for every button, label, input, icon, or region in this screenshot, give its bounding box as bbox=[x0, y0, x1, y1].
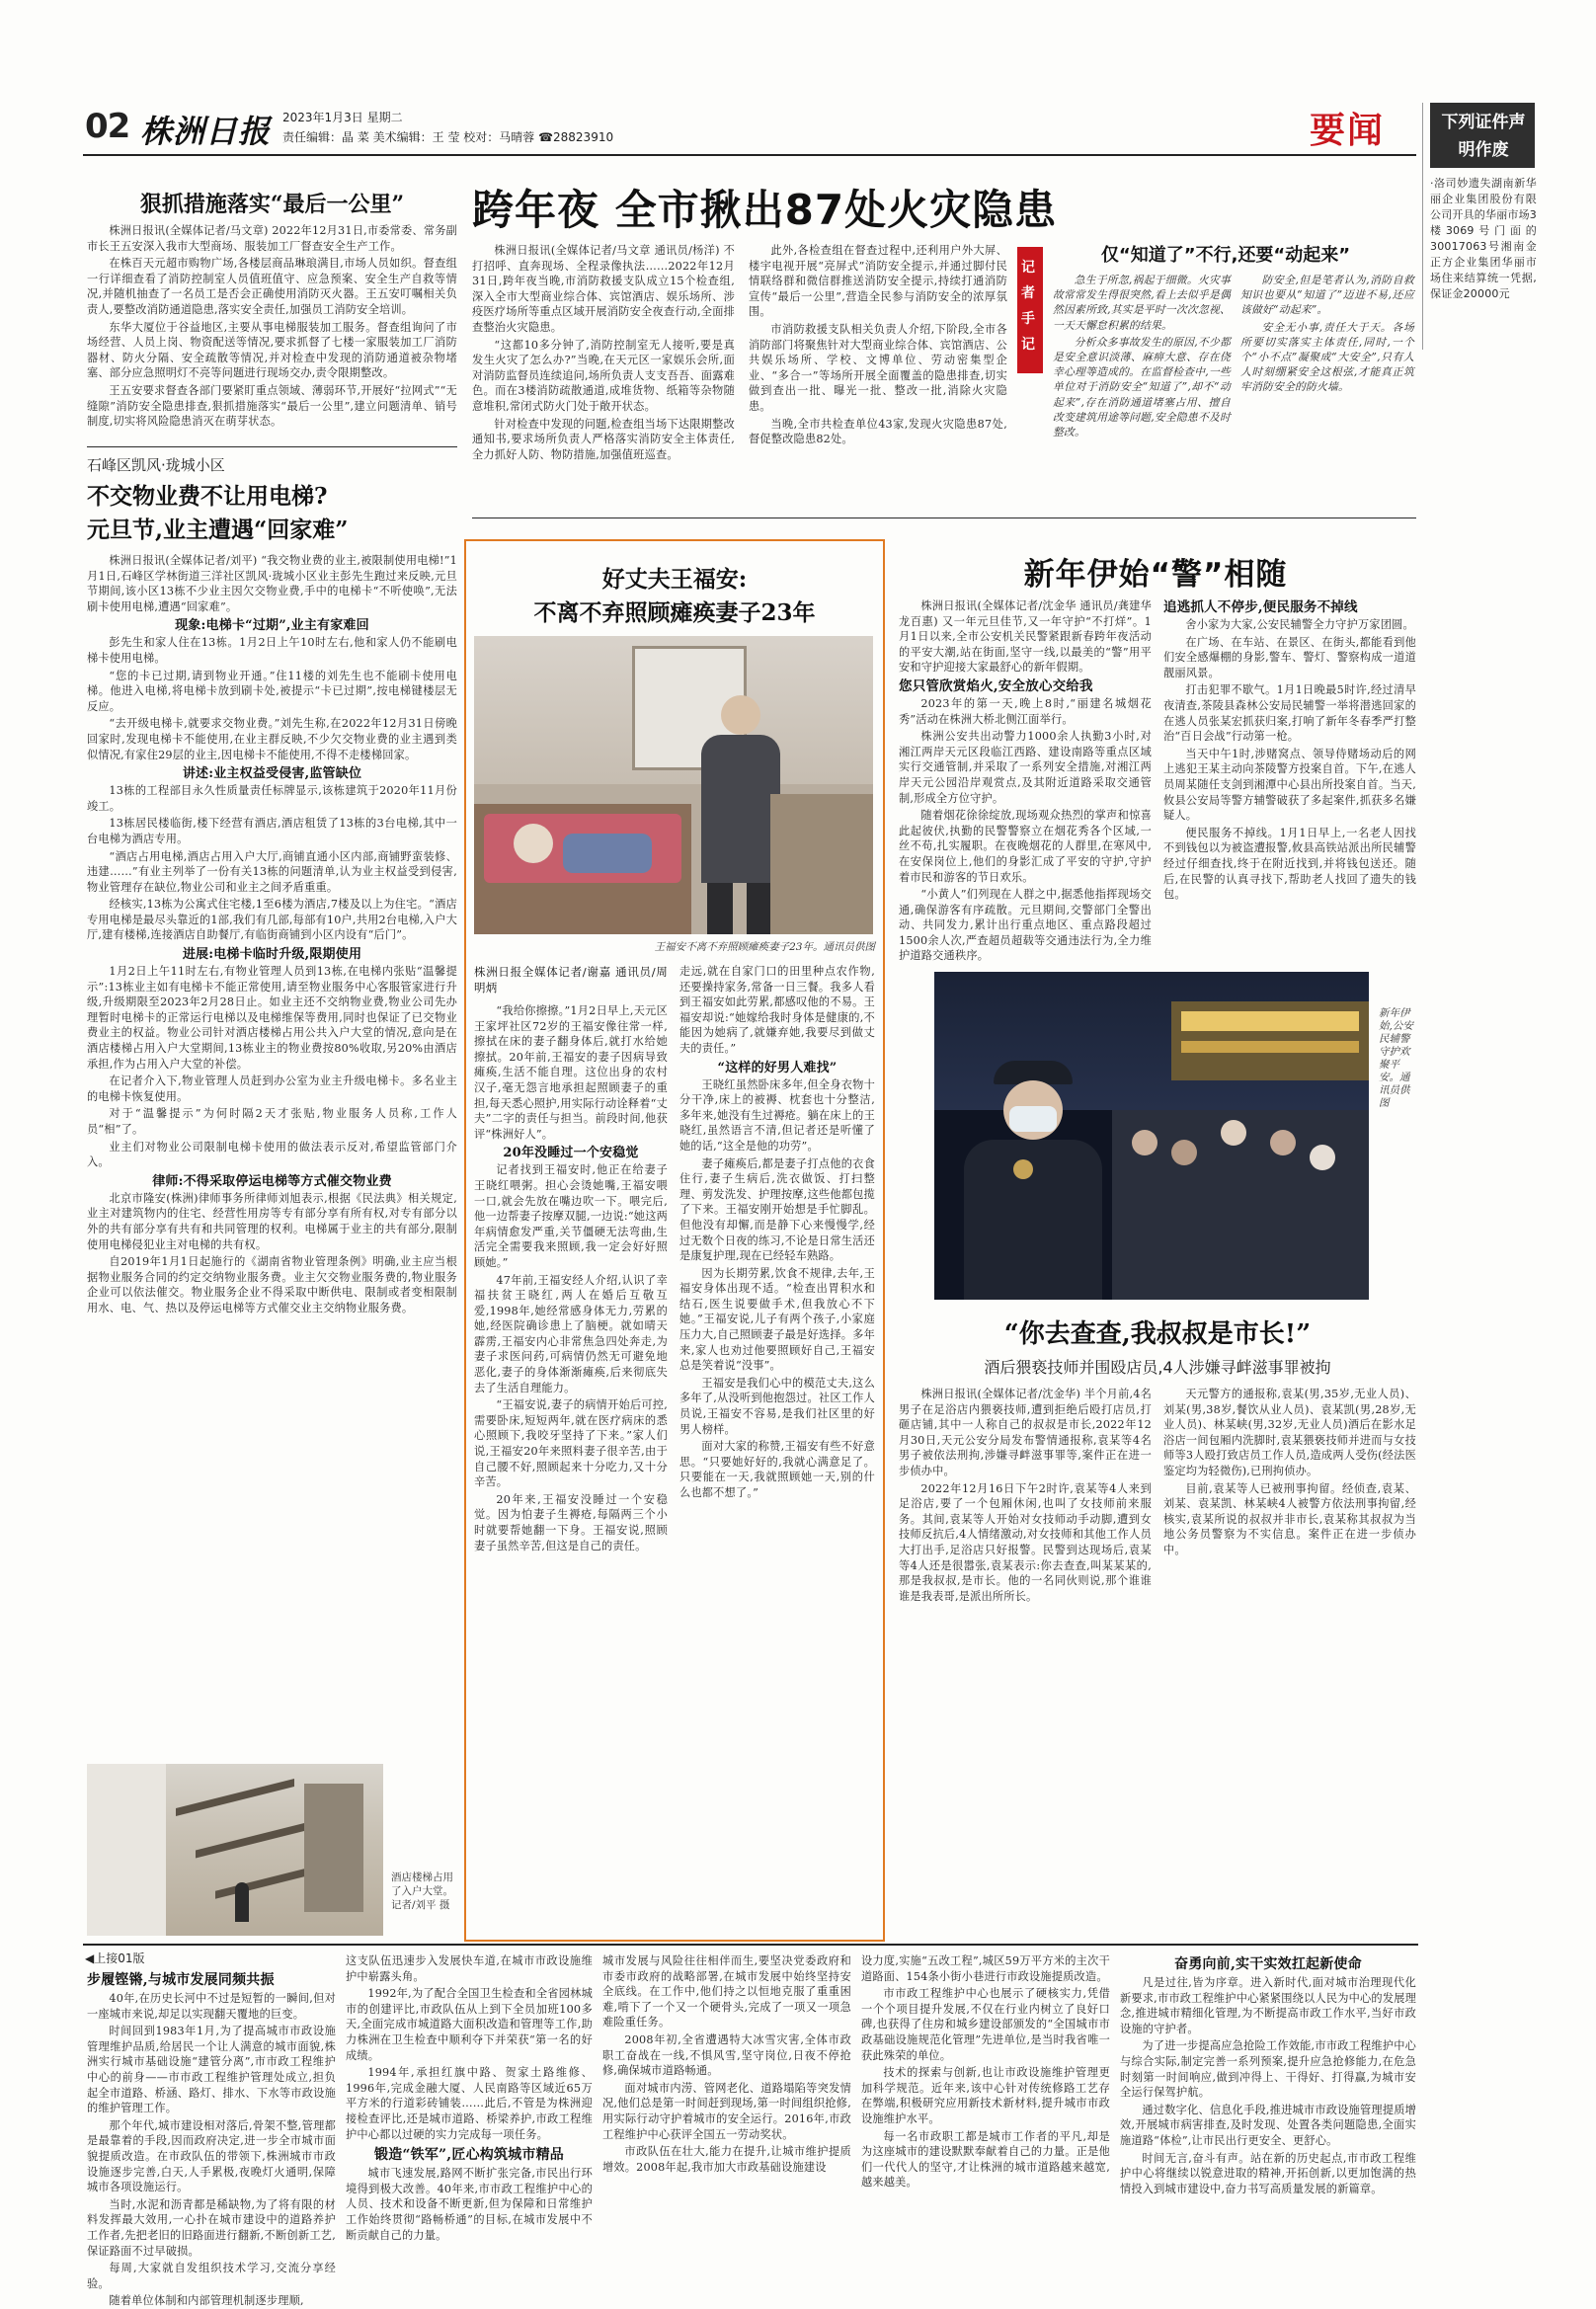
header-rule bbox=[83, 154, 1416, 156]
bottom-paragraph: 技术的探索与创新,也让市政设施维护管理更加科学规范。近年来,该中心针对传统修路工艺存在弊端,积极研究应用新技术新材料,提升城市市政设施维护水平。 bbox=[861, 2066, 1110, 2125]
bottom-paragraph: 当时,水泥和沥青都是稀缺物,为了将有限的材料发挥最大效用,一心扑在城市建设中的道路养护工作者,先把老旧的旧路面进行翻新,不断创新工艺,保证路面不过早破损。 bbox=[87, 2197, 336, 2258]
bottom-paragraph: 通过数字化、信息化手段,推进城市市政设施管理提质增效,开展城市病害排查,及时发现、处置各类问题隐患,全面实施道路“体检”,让市民出行更安全、更舒心。 bbox=[1120, 2103, 1416, 2147]
headline-paragraph: 此外,各检查组在督查过程中,还利用户外大屏、楼宇电视开展“亮屏式”消防安全提示,并通过脚付民情联络群和微信群推送消防安全提示,持续打通消防宣传“最后一公里”,营造全民参与消防安全的浓厚氛围。 bbox=[749, 244, 1007, 319]
property-paragraph: 自2019年1月1日起施行的《湖南省物业管理条例》明确,业主应当根据物业服务合同的约定交纳物业服务费。业主欠交物业服务费的,物业服务企业可以依法催交。物业服务企业不得采取中断供电、限制或者变相限制用水、电、气、热以及停运电梯等方式催交业主交纳物业服务费。 bbox=[87, 1255, 457, 1314]
property-paragraph: 1月2日上午11时左右,有物业管理人员到13栋,在电梯内张贴“温馨提示”:13栋业主如有电梯卡不能正常使用,请至物业服务中心客服管家进行升级,升级期限至2023年2月28日止。如业主还不交纳物业费,物业公司先办理暂时电梯卡的正常运行电梯以及电梯维保等费用,同时也保证了已交物业费业主的权益。物业公司针对酒店楼梯占用公共入户大堂的情况,意向是在酒店楼梯占用入户大堂期间,13栋业主的物业费按80%收取,另20%由酒店承担,作为占用入户大堂的补偿。 bbox=[87, 965, 457, 1071]
bottom-paragraph: 为了进一步提高应急抢险工作效能,市市政工程维护中心与综合实际,制定完善一系列预案,提升应急抢修能力,在危急时刻第一时间响应,做到冲得上、干得好、打得赢,为城市安全运行保驾护航。 bbox=[1120, 2039, 1416, 2100]
wang-paragraph: 王福安是我们心中的模范丈夫,这么多年了,从没听到他抱怨过。社区工作人员说,王福安不容易,是我们社区里的好男人榜样。 bbox=[679, 1376, 875, 1436]
bottom-paragraph: 市市政工程维护中心也展示了硬核实力,凭借一个个项目提升发展,不仅在行业内树立了良好口碑,也获得了住房和城乡建设部颁发的“全国城市市政基础设施规范化管理”先进单位,是当时我省唯一获此殊荣的单位。 bbox=[861, 1987, 1110, 2062]
article1-title: 狠抓措施落实“最后一公里” bbox=[139, 192, 405, 217]
headline-paragraph: 株洲日报讯(全媒体记者/马文章 通讯员/杨洋) 不打招呼、直奔现场、全程录像执法……2022年12月31日,跨年夜当晚,市消防救援支队成立15个检查组,深入全市大型商业综合体、宾馆酒店、娱乐场所、涉疫医疗场所等重点区域开展消防安全夜查行动,全面排查整治火灾隐患。 bbox=[472, 244, 735, 334]
police-paragraph: 舍小家为大家,公安民辅警全力守护万家团圆。 bbox=[1185, 618, 1414, 631]
police-subhead: 您只管欣赏焰火,安全放心交给我 bbox=[899, 677, 1093, 694]
police-paragraph: 株洲公安共出动警力1000余人执勤3小时,对湘江两岸天元区段临江西路、建设南路等重点区域实行交通管制,并采取了一系列安全措施,对湘江两岸天元公园沿岸观赏点,及其附近道路采取交通管制,形成全方位守护。 bbox=[899, 730, 1152, 805]
property-paragraph: 彭先生和家人住在13栋。1月2日上午10时左右,他和家人仍不能刷电梯卡使用电梯。 bbox=[87, 636, 457, 665]
impostor-paragraph: 2022年12月16日下午2时许,袁某等4人来到足浴店,要了一个包厢休闲,也叫了女技师前来服务。其间,袁某等人开始对女技师动手动脚,遭到女技师反抗后,4人情绪激动,对女技师和其他工作人员大打出手,足浴店只好报警。民警到达现场后,袁某等4人还是很嚣张,袁某表示:你去查查,叫某某某的,那是我叔叔,是市长。他的一名同伙则说,那个谁谁谁是我表哥,是派出所所长。 bbox=[899, 1481, 1152, 1603]
wang-subhead: 20年没睡过一个安稳觉 bbox=[503, 1146, 639, 1161]
article1-paragraph: 王五安要求督查各部门要紧盯重点领域、薄弱环节,开展好“拉网式”“无缝隙”消防安全隐患排查,狠抓措施落实“最后一公里”,建立问题清单、销号制度,切实将风险隐患消灭在萌芽状态。 bbox=[87, 383, 457, 429]
headline-paragraph: “这都10多分钟了,消防控制室无人接听,要是真发生火灾了怎么办?”当晚,在天元区一家娱乐会所,面对消防监督员连续追问,场所负责人支支吾吾、面露难色。而在3楼消防疏散通道,成堆货物、纸箱等杂物随意堆积,常闭式防火门处于敞开状态。 bbox=[472, 338, 735, 413]
police-body-col2 bbox=[1163, 598, 1416, 966]
bottom-paragraph: 1994年,承担红旗中路、贺家土路维修、1996年,完成金融大厦、人民南路等区域近65万平方米的行道彩砖铺装……此后,不管是为株洲迎接检查评比,还是城市道路、桥梁养护,市政工程维护中心都以过硬的实力完成每一项任务。 bbox=[346, 2066, 593, 2141]
property-subhead: 现象:电梯卡“过期”,业主有家难回 bbox=[175, 618, 369, 634]
bottom-paragraph: 那个年代,城市建设相对落后,骨架不整,管理都是最靠着的手段,因而政府决定,进一步全市城市面貌提质改造。在市政队伍的带领下,株洲城市市政设施逐步完善,白天,人手累极,夜晚灯火通明,保障城市各项设施运行。 bbox=[87, 2118, 336, 2194]
wang-photo-caption: 王福安不离不弃照顾瘫痪妻子23年。通讯员供图 bbox=[654, 941, 875, 953]
wang-paragraph: “我给你擦擦。”1月2日早上,天元区王家坪社区72岁的王福安像往常一样,擦拭在床的妻子翻身体后,就打水给她擦拭。20年前,王福安的妻子因病导致瘫痪,生活不能自理。这位出身的农村汉子,毫无怨言地承担起照顾妻子的重担,每天悉心照护,用实际行动诠释着“丈夫”二字的责任与担当。前段时间,他获评“株洲好人”。 bbox=[474, 1004, 668, 1141]
police-paragraph: “小黄人”们列现在人群之中,据悉他指挥现场交通,确保游客有序疏散。元旦期间,交警部门全警出动、共同发力,累计出行重点地区、重点路段超过1500余人次,严查超员超载等交通违法行为,全力维护道路交通秩序。 bbox=[899, 888, 1152, 963]
property-paragraph: 13栋的工程部目永久性质量责任标牌显示,该栋建筑于2020年11月份竣工。 bbox=[87, 784, 457, 813]
bottom-paragraph: 凡是过往,皆为序章。进入新时代,面对城市治理现代化新要求,市市政工程维护中心紧紧围绕以人民为中心的发展理念,推进城市精细化管理,为不断提高市政工作水平,当好市政设施的守护者。 bbox=[1120, 1976, 1416, 2035]
bottom-subhead-right: 奋勇向前,实干实效扛起新使命 bbox=[1174, 1956, 1362, 1972]
property-title2: 元旦节,业主遭遇“回家难” bbox=[87, 517, 349, 543]
police-paragraph: 便民服务不掉线。1月1日早上,一名老人因找不到钱包以为被盗遭报警,攸县高铁站派出所民辅警经过仔细查找,终于在附近找到,并将钱包送还。随后,在民警的认真寻找下,帮助老人找回了遗失的钱包。 bbox=[1163, 826, 1416, 902]
notice-box-title: 下列证件声明作废 bbox=[1441, 113, 1526, 160]
article1-paragraph: 东华大厦位于谷益地区,主要从事电梯服装加工服务。督查组询问了市场经营、人员上岗、物资配送等情况,要求抓督了七楼一家服装加工厂消防器材、防火分隔、安全疏散等情况,并对检查中发现的消防通道被杂物堵塞、部分应急照明灯不亮等问题进行现场交办,责令限期整改。 bbox=[87, 320, 457, 380]
police-photo bbox=[934, 972, 1369, 1300]
impostor-body-col2 bbox=[1163, 1387, 1416, 1936]
wang-body-col2 bbox=[679, 964, 875, 1932]
police-paragraph: 打击犯罪不歇气。1月1日晚最5时许,经过清早夜清查,茶陵县森林公安局民辅警一举将潜逃回家的在逃人员张某宏抓获归案,打响了新年冬春季严打整治“百日会战”行动第一枪。 bbox=[1163, 683, 1416, 744]
wang-paragraph: 记者找到王福安时,他正在给妻子王晓红喂粥。担心会烫她嘴,王福安喂一口,就会先放在嘴边吹一下。喂完后,他一边帮妻子按摩双腿,一边说:“她这两年病情愈发严重,关节僵硬无法弯曲,生活完全需要我来照顾,我一定会好好照顾她。” bbox=[474, 1163, 668, 1269]
property-paragraph: 北京市隆安(株洲)律师事务所律师刘旭表示,根据《民法典》相关规定,业主对建筑物内的住宅、经营性用房等专有部分享有所有权,对专有部分以外的共有部分享有共有和共同管理的权利。电梯属于业主的共有部分,限制使用电梯侵犯业主对电梯的共有权。 bbox=[87, 1191, 457, 1251]
article1-paragraph: 株洲日报讯(全媒体记者/马文章) 2022年12月31日,市委常委、常务副市长王五安深入我市大型商场、服装加工厂督查安全生产工作。 bbox=[87, 224, 457, 253]
editorial-paragraph: 急生于所忽,祸起于细微。火灾事故常常发生得很突然,看上去似乎是偶然因素所致,其实是平时一次次忽视、一天天懈怠积累的结果。 bbox=[1053, 274, 1231, 332]
police-paragraph: 株洲日报讯(全媒体记者/沈金华 通讯员/龚建华 龙百惠) 又一年元旦佳节,又一年守护“不打烊”。1月1日以来,全市公安机关民警紧跟新春跨年夜活动的平安大潮,站在街面,坚守一线,以最美的“警”用平安和守护迎接大家最舒心的新年假期。 bbox=[899, 599, 1152, 675]
impostor-paragraph: 天元警方的通报称,袁某(男,35岁,无业人员)、刘某(男,38岁,餐饮从业人员)、袁某凯(男,28岁,无业人员)、林某峡(男,32岁,无业人员)酒后在影水足浴店一间包厢内洗脚时,袁某猥亵技师并进而与女技师等3人殴打致店员工作人员,造成两人受伤(经法医鉴定均为轻微伤),已刑拘侦办。 bbox=[1163, 1388, 1416, 1477]
wang-paragraph: 面对大家的称赞,王福安有些不好意思。“只要她好好的,我就心满意足了。只要能在一天,我就照顾她一天,别的什么也都不想了。” bbox=[679, 1440, 875, 1499]
page-number: 02 bbox=[85, 107, 130, 146]
editorial-paragraph: 防安全,但是笔者认为,消防自救知识也要从“知道了”迈进不易,还应该做好“动起来”。 bbox=[1240, 274, 1414, 317]
editorial-paragraph: 分析众多事故发生的原因,不少都是安全意识淡薄、麻痹大意、存在侥幸心理等造成的。在监督检查中,一些单位对于消防安全“知道了”,却不“动起来”,存在消防通道堵塞占用、擅自改变建筑用途等问题,安全隐患不及时整改。 bbox=[1053, 335, 1231, 439]
bottom-paragraph: 每一名市政职工都是城市工作者的平凡,却是为这座城市的建设默默奉献着自己的力量。正是他们一代代人的坚守,才让株洲的城市道路越来越宽,越来越美。 bbox=[861, 2129, 1110, 2190]
property-body bbox=[87, 553, 457, 1758]
police-paragraph: 在广场、在车站、在景区、在街头,都能看到他们安全感爆棚的身影,警车、警灯、警察构成一道道靓丽风景。 bbox=[1163, 635, 1416, 679]
police-paragraph: 当天中午1时,涉赌窝点、领导侍赌场动后的网上逃犯王某主动向茶陵警方投案自首。下午,在逃人员周某随任支剑到湘潭中心县出所投案自首。当天,攸县公安局等警方辅警破获了多起案件,抓获多名嫌疑人。 bbox=[1163, 747, 1416, 823]
property-paragraph: 对于“温馨提示”为何时隔2天才张贴,物业服务人员称,工作人员“相”了。 bbox=[87, 1107, 457, 1136]
property-kicker: 石峰区凯风·珑城小区 bbox=[87, 456, 225, 474]
bottom-subhead-mid: 锻造“铁军”,匠心构筑城市精品 bbox=[374, 2147, 564, 2164]
bottom-col2 bbox=[346, 1953, 593, 2242]
wang-body-col1 bbox=[474, 964, 668, 1932]
jump-label: ◀上接01版 bbox=[85, 1951, 145, 1965]
stairwell-photo-caption: 酒店楼梯占用了入户大堂。记者/刘平 摄 bbox=[391, 1871, 453, 1911]
bottom-paragraph: 设力度,实施“五改工程”,城区59万平方米的主次干道路面、154条小街小巷进行市政设施提质改造。 bbox=[861, 1954, 1110, 1983]
wang-paragraph: 妻子瘫痪后,都是妻子打点他的衣食住行,妻子生病后,洗衣做饭、打扫整理、剪发洗发、护理按摩,这些他都包揽了下来。王福安刚开始想是手忙脚乱。但他没有却懈,而是静下心来慢慢学,经过无数个日夜的练习,不论是日常生活还是康复护理,现在已经轻车熟路。 bbox=[679, 1156, 875, 1263]
bottom-section-rule bbox=[83, 1944, 1418, 1946]
bottom-paragraph: 时间无言,奋斗有声。站在新的历史起点,市市政工程维护中心将继续以锐意进取的精神,开拓创新,以更加饱满的热情投入到城市建设中,奋力书写高质量发展的新篇章。 bbox=[1120, 2151, 1416, 2195]
editorial-body-col1 bbox=[1053, 273, 1231, 502]
section-title: 要闻 bbox=[1310, 111, 1386, 151]
bottom-paragraph: 城市飞速发展,路网不断扩张完备,市民出行环境得到极大改善。40年来,市市政工程维护中心的人员、技术和设备不断更新,但为保障和日常维护工作始终贯彻“路畅桥通”的目标,在城市发展中不断贡献自己的力量。 bbox=[346, 2167, 593, 2242]
divider bbox=[87, 446, 457, 447]
headline-body-col1 bbox=[472, 243, 735, 508]
editorial-label: 记者手记 bbox=[1021, 260, 1035, 353]
wang-title-line1: 好丈夫王福安: bbox=[601, 566, 748, 593]
bottom-col1 bbox=[87, 1969, 336, 2308]
property-paragraph: 经核实,13栋为公寓式住宅楼,1至6楼为酒店,7楼及以上为住宅。“酒店专用电梯是最尽头靠近的1部,我们有几部,每部有10户,共用2台电梯,入户大厅,建有楼梯,连接酒店自助餐厅,有临街商铺到小区内设有“后门”。 bbox=[87, 898, 457, 942]
property-paragraph: “去开级电梯卡,就要求交物业费。”刘先生称,在2022年12月31日傍晚回家时,发现电梯卡不能使用,在业主群反映,不少欠交物业费的业主遇到类似情况,有家住29层的业主,因电梯卡不能使用,不得不走楼梯回家。 bbox=[87, 717, 457, 761]
editorial-paragraph: 安全无小事,责任大于天。各场所要切实落实主体责任,同时,一个个“小不点”凝聚成“大安全”,只有人人时刻绷紧安全这根弦,才能真正筑牢消防安全的防火墙。 bbox=[1240, 320, 1414, 394]
stairwell-photo bbox=[87, 1764, 383, 1936]
bottom-col5 bbox=[1120, 1953, 1416, 2195]
headline-paragraph: 针对检查中发现的问题,检查组当场下达限期整改通知书,要求场所负责人严格落实消防安全主体责任,全力抓好人防、物防措施,加强值班巡查。 bbox=[472, 417, 735, 461]
bottom-paragraph: 市政队伍在壮大,能力在提升,让城市维护提质增效。2008年起,我市加大市政基础设施建设 bbox=[602, 2145, 851, 2174]
wang-paragraph: 王晓红虽然卧床多年,但全身衣物十分干净,床上的被褥、枕套也十分整洁,多年来,她没有生过褥疮。躺在床上的王晓红,虽然语言不清,但记者还是听懂了她的话,“这全是他的功劳”。 bbox=[679, 1077, 875, 1153]
editor-credits: 责任编辑：晶 菜 美术编辑：王 莹 校对：马晴蓉 ☎28823910 bbox=[282, 130, 614, 144]
main-headline: 跨年夜 全市揪出87处火灾隐患 bbox=[472, 186, 1058, 234]
notice-text: ·洛司妙遗失湖南新华丽企业集团股份有限公司开具的华丽市场3楼3069号门面的30017063号湘南金正方企业集团华丽市场住来结算统一凭据,保证金20000元 bbox=[1430, 177, 1537, 300]
issue-date: 2023年1月3日 星期二 bbox=[282, 111, 403, 124]
bottom-paragraph: 这支队伍迅速步入发展快车道,在城市市政设施维护中崭露头角。 bbox=[346, 1954, 593, 1983]
bottom-paragraph: 1992年,为了配合全国卫生检查和全省园林城市的创建评比,市政队伍从上到下全员加班100多天,全面完成市城道路大面积改造和管理等工作,助力株洲在卫生检查中顺利夺下并荣获“第一名的好成绩。 bbox=[346, 1987, 593, 2062]
property-subhead: 进展:电梯卡临时升级,限期使用 bbox=[182, 947, 362, 963]
wang-subhead: “这样的好男人难找” bbox=[717, 1060, 838, 1075]
headline-paragraph: 市消防救援支队相关负责人介绍,下阶段,全市各消防部门将聚焦针对大型商业综合体、宾馆酒店、公共娱乐场所、学校、文博单位、劳动密集型企业、“多合一”等场所开展全面覆盖的隐患排查,切实做到查出一批、曝光一批、整改一批,消除火灾隐患。 bbox=[749, 322, 1007, 413]
property-intro: 株洲日报讯(全媒体记者/刘平) “我交物业费的业主,被限制使用电梯!”1月1日,石峰区学林街道三洋社区凯风·珑城小区业主彭先生跑过来反映,元旦节期间,该小区13栋不少业主因欠交物业费,手中的电梯卡“不听使唤”,无法刷卡使用电梯,遭遇“回家难”。 bbox=[87, 554, 457, 613]
bottom-col3 bbox=[602, 1953, 851, 2174]
wang-title-line2: 不离不弃照顾瘫痪妻子23年 bbox=[533, 599, 816, 626]
impostor-paragraph: 株洲日报讯(全媒体记者/沈金华) 半个月前,4名男子在足浴店内猥亵技师,遭到拒绝后殴打店员,打砸店铺,其中一人称自己的叔叔是市长,2022年12月30日,天元公安分局发布警情通报称,袁某等4名男子被依法刑拘,涉嫌寻衅滋事罪等,案件正在进一步侦办中。 bbox=[899, 1388, 1152, 1477]
impostor-body-col1 bbox=[899, 1387, 1152, 1936]
bottom-col4 bbox=[861, 1953, 1110, 2190]
property-subhead: 讲述:业主权益受侵害,监管缺位 bbox=[182, 766, 362, 782]
property-paragraph: “酒店占用电梯,酒店占用入户大厅,商铺直通小区内部,商铺野蛮装修、违建……”有业主列举了一份有关13栋的问题清单,认为业主权益受到侵害,物业管理存在缺位,物业公司和业主之间矛盾重重。 bbox=[87, 849, 457, 894]
bottom-paragraph: 随着单位体制和内部管理机制逐步理顺, bbox=[109, 2294, 304, 2308]
property-paragraph: 业主们对物业公司限制电梯卡使用的做法表示反对,希望监管部门介入。 bbox=[87, 1140, 457, 1169]
wang-byline: 株洲日报全媒体记者/谢嘉 通讯员/周明炳 bbox=[474, 965, 668, 995]
headline-body-col2 bbox=[749, 243, 1007, 508]
police-title: 新年伊始“警”相随 bbox=[1023, 557, 1288, 593]
property-paragraph: “您的卡已过期,请到物业开通。”住11楼的刘先生也不能刷卡使用电梯。他进入电梯,将电梯卡放到刷卡处,被提示“卡已过期”,按电梯键楼层无反应。 bbox=[87, 669, 457, 713]
bottom-paragraph: 面对城市内涝、管网老化、道路塌陷等突发情况,他们总是第一时间赶到现场,第一时间组织抢修,用实际行动守护着城市的安全运行。2016年,市政工程维护中心获评全国五一劳动奖状。 bbox=[602, 2081, 851, 2141]
editorial-title: 仅“知道了”不行,还要“动起来” bbox=[1100, 245, 1351, 266]
wang-paragraph: 因为长期劳累,饮食不规律,去年,王福安身体出现不适。“检查出胃积水和结石,医生说要做手术,但我放心不下她。”王福安说,儿子有两个孩子,小家庭压力大,自己照顾妻子最是好选择。多年来,家人也劝过他要照顾好自己,王福安总是笑着说“没事”。 bbox=[679, 1266, 875, 1373]
bottom-paragraph: 城市发展与风险往往相伴而生,要坚决党委政府和市委市政府的战略部署,在城市发展中始终坚持安全底线。在工作中,他们持之以恒地克服了重重困难,啃下了一个又一个硬骨头,完成了一项又一项急难险重任务。 bbox=[602, 1954, 851, 2030]
wang-paragraph: 走远,就在自家门口的田里种点农作物,还要操持家务,常备一日三餐。我多人看到王福安如此劳累,都感叹他的不易。王福安却说:“她嫁给我时身体是健康的,不能因为她病了,就嫌弃她,我要尽到做丈夫的责任。” bbox=[679, 965, 875, 1055]
paper-name: 株洲日报 bbox=[140, 113, 272, 150]
bottom-paragraph: 40年,在历史长河中不过是短暂的一瞬间,但对一座城市来说,却足以实现翻天覆地的巨变。 bbox=[87, 1992, 336, 2021]
impostor-title: “你去查查,我叔叔是市长!” bbox=[1003, 1319, 1312, 1349]
wang-photo bbox=[474, 636, 873, 934]
bottom-subhead-left: 步履铿锵,与城市发展同频共振 bbox=[87, 1972, 275, 1988]
headline-paragraph: 当晚,全市共检查单位43家,发现火灾隐患87处,督促整改隐患82处。 bbox=[749, 417, 1007, 446]
article1-paragraph: 在株百天元超市购物广场,各楼层商品琳琅满目,市场人员如织。督查组一行详细查看了消防控制室人员值班值守、应急预案、安全生产自救等情况,并随机抽查了一名员工是否会正确使用消防灭火器。王五安叮嘱相关负责人,要整改消防通道隐患,落实安全责任,加强员工消防安全培训。 bbox=[87, 257, 457, 316]
wang-paragraph: “王福安说,妻子的病情开始后可控,需要卧床,短短两年,就在医疗病床的悉心照顾下,我咬牙坚持了下来。”家人们说,王福安20年来照料妻子很辛苦,由于自己腰不好,照顾起来十分吃力,又十分辛苦。 bbox=[474, 1398, 668, 1489]
police-subhead: 追逃抓人不停步,便民服务不掉线 bbox=[1163, 599, 1358, 615]
property-paragraph: 在记者介入下,物业管理人员赶到办公室为业主升级电梯卡。多名业主的电梯卡恢复使用。 bbox=[87, 1075, 457, 1103]
impostor-paragraph: 目前,袁某等人已被刑事拘留。经侦查,袁某、刘某、袁某凯、林某峡4人被警方依法刑事拘留,经核实,袁某所说的叔叔并非市长,袁某称其叔叔为当地公务员警察为不实信息。案件正在进一步侦办中。 bbox=[1163, 1481, 1416, 1556]
property-title: 不交物业费不让用电梯? bbox=[87, 483, 328, 510]
editorial-body-col2 bbox=[1240, 273, 1414, 502]
bottom-paragraph: 每周,大家就自发组织技术学习,交流分享经验。 bbox=[87, 2262, 336, 2290]
bottom-paragraph: 时间回到1983年1月,为了提高城市市政设施管理维护品质,给居民一个让人满意的城市面貌,株洲实行城市基础设施“建管分离”,市市政工程维护中心的前身——市市政工程维护管理处成立,担负起全市道路、桥涵、路灯、排水、下水等市政设施的维护管理工作。 bbox=[87, 2025, 336, 2115]
property-subhead: 律师:不得采取停运电梯等方式催交物业费 bbox=[152, 1173, 392, 1189]
property-paragraph: 13栋居民楼临街,楼下经营有酒店,酒店租赁了13栋的3台电梯,其中一台电梯为酒店专用。 bbox=[87, 817, 457, 845]
impostor-subtitle: 酒后猥亵技师并围殴店员,4人涉嫌寻衅滋事罪被拘 bbox=[984, 1358, 1331, 1377]
police-paragraph: 2023年的第一天,晚上8时,“丽建名城烟花秀”活动在株洲大桥北侧江面举行。 bbox=[899, 696, 1152, 726]
bottom-paragraph: 2008年初,全省遭遇特大冰雪灾害,全体市政职工奋战在一线,不惧风雪,坚守岗位,日夜不停抢修,确保城市道路畅通。 bbox=[602, 2032, 851, 2078]
wang-paragraph: 20年来,王福安没睡过一个安稳觉。因为怕妻子生褥疮,每隔两三个小时就要帮她翻一下身。王福安说,照顾妻子虽然辛苦,但这是自己的责任。 bbox=[474, 1492, 668, 1553]
notice-divider bbox=[1422, 103, 1423, 350]
police-body-col1 bbox=[899, 598, 1152, 966]
police-photo-caption: 新年伊始,公安民辅警守护欢聚平安。通讯员供图 bbox=[1379, 1007, 1413, 1109]
police-paragraph: 随着烟花徐徐绽放,现场观众热烈的掌声和惊喜此起彼伏,执勤的民警警察立在烟花秀各个区域,一丝不苟,扎实履职。在夜晚烟花的人群里,在寒风中,在安保岗位上,他们的身影汇成了平安的守护,守护着市民和游客的节日欢乐。 bbox=[899, 809, 1152, 884]
wang-paragraph: 47年前,王福安经人介绍,认识了幸福扶贫王晓红,两人在婚后互敬互爱,1998年,她经常感身体无力,劳累的她,经医院确诊患上了脑梗。就如晴天霹雳,王福安内心非常焦急四处奔走,为妻子求医问药,可病情仍然无可避免地恶化,妻子的身体渐渐瘫痪,后来彻底失去了生活自理能力。 bbox=[474, 1273, 668, 1394]
article1-body bbox=[87, 223, 457, 442]
